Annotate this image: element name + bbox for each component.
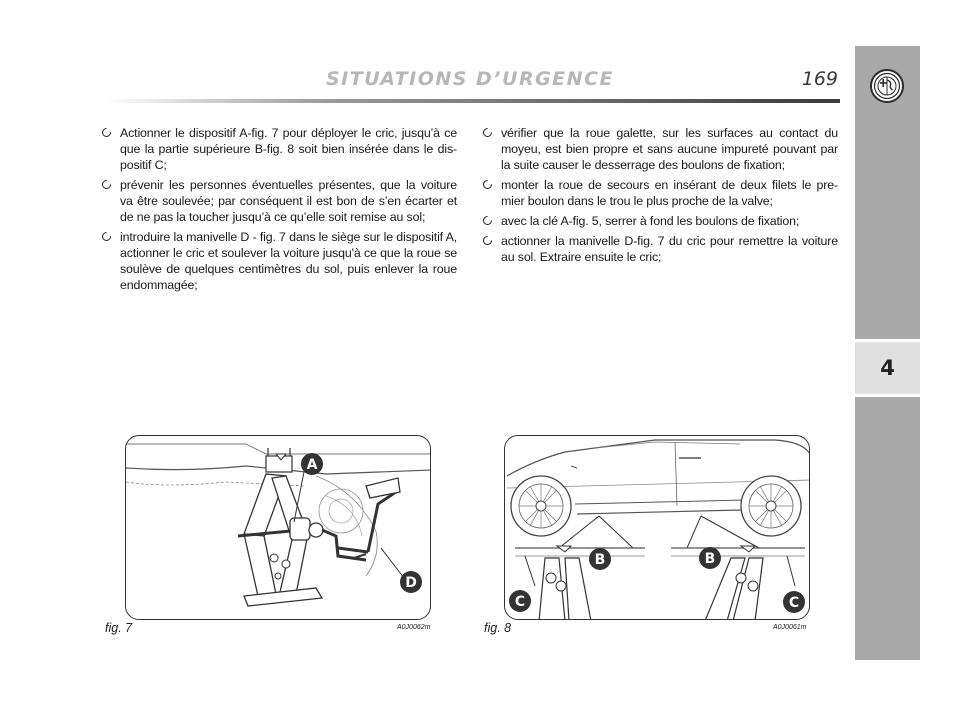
figure-8-car-jack-points (504, 435, 810, 620)
list-item-text: actionner la manivelle D-fig. 7 du cric pour remettre la voiture au sol. Extraire ensuite le cric; (501, 234, 838, 264)
jack-illustration (126, 436, 431, 620)
figure-8-code: A0J0061m (773, 624, 807, 631)
chapter-tab-bar (855, 0, 920, 709)
list-item (102, 229, 457, 293)
bullet-icon (100, 178, 113, 191)
list-item (483, 125, 838, 173)
right-text-column (483, 125, 838, 269)
callout-label-c-left: C (514, 594, 526, 610)
list-item (483, 213, 838, 229)
chapter-number-tab: 4 (855, 342, 920, 394)
list-item-text: Actionner le dispositif A-fig. 7 pour déployer le cric, jusqu’à ce que la partie supérieure B-fig. 8 soit bien insérée dans le dis-positif C; (120, 126, 457, 172)
page-number: 169 (801, 68, 838, 90)
bullet-icon (481, 234, 494, 247)
list-item (102, 177, 457, 225)
header-rule (105, 99, 840, 103)
callout-c-left (509, 590, 531, 612)
callout-label-a: A (306, 457, 318, 473)
bullet-icon (100, 126, 113, 139)
callout-label-c-right: C (788, 595, 800, 611)
list-item-text: prévenir les personnes éventuelles présentes, que la voiture va être soulevée; par conséquent il est bon de s’en écarter et de ne pas la toucher jusqu’à ce qu’elle soit remise au sol; (120, 178, 457, 224)
callout-label-b-right: B (704, 551, 716, 567)
bullet-icon (481, 178, 494, 191)
alfa-romeo-badge-icon (870, 69, 904, 103)
list-item-text: vérifier que la roue galette, sur les surfaces au contact du moyeu, est bien propre et sans aucune impureté pouvant par la suite causer le desserrage des boulons de fixation; (501, 126, 838, 172)
callout-label-d: D (405, 575, 417, 591)
figure-7-code: A0J0062m (397, 624, 431, 631)
bullet-icon (481, 214, 494, 227)
callout-label-b-left: B (594, 552, 606, 568)
tab-block-lower (855, 397, 920, 660)
car-jack-points-illustration (505, 436, 810, 620)
figure-8-caption: fig. 8 (484, 621, 512, 635)
callout-b-right (699, 547, 721, 569)
left-text-column (102, 125, 457, 297)
callout-b-left (589, 548, 611, 570)
list-item-text: avec la clé A-fig. 5, serrer à fond les boulons de fixation; (501, 214, 800, 228)
page-header-title: SITUATIONS D’URGENCE (325, 68, 614, 90)
callout-c-right (783, 591, 805, 613)
callout-a (301, 453, 323, 475)
bullet-icon (100, 230, 113, 243)
figure-7-caption: fig. 7 (105, 621, 133, 635)
figure-7-jack-illustration (125, 435, 431, 620)
list-item-text: introduire la manivelle D - fig. 7 dans le siège sur le dispositif A, actionner le cric et soulever la voiture jusqu'à ce que la roue se soulève de quelques centimètres du sol, puis enlever la roue endommagée; (120, 230, 457, 292)
list-item (102, 125, 457, 173)
bullet-icon (481, 126, 494, 139)
callout-d (400, 571, 422, 593)
list-item-text: monter la roue de secours en insérant de deux filets le pre-mier boulon dans le trou le plus proche de la valve; (501, 178, 838, 208)
list-item (483, 233, 838, 265)
list-item (483, 177, 838, 209)
